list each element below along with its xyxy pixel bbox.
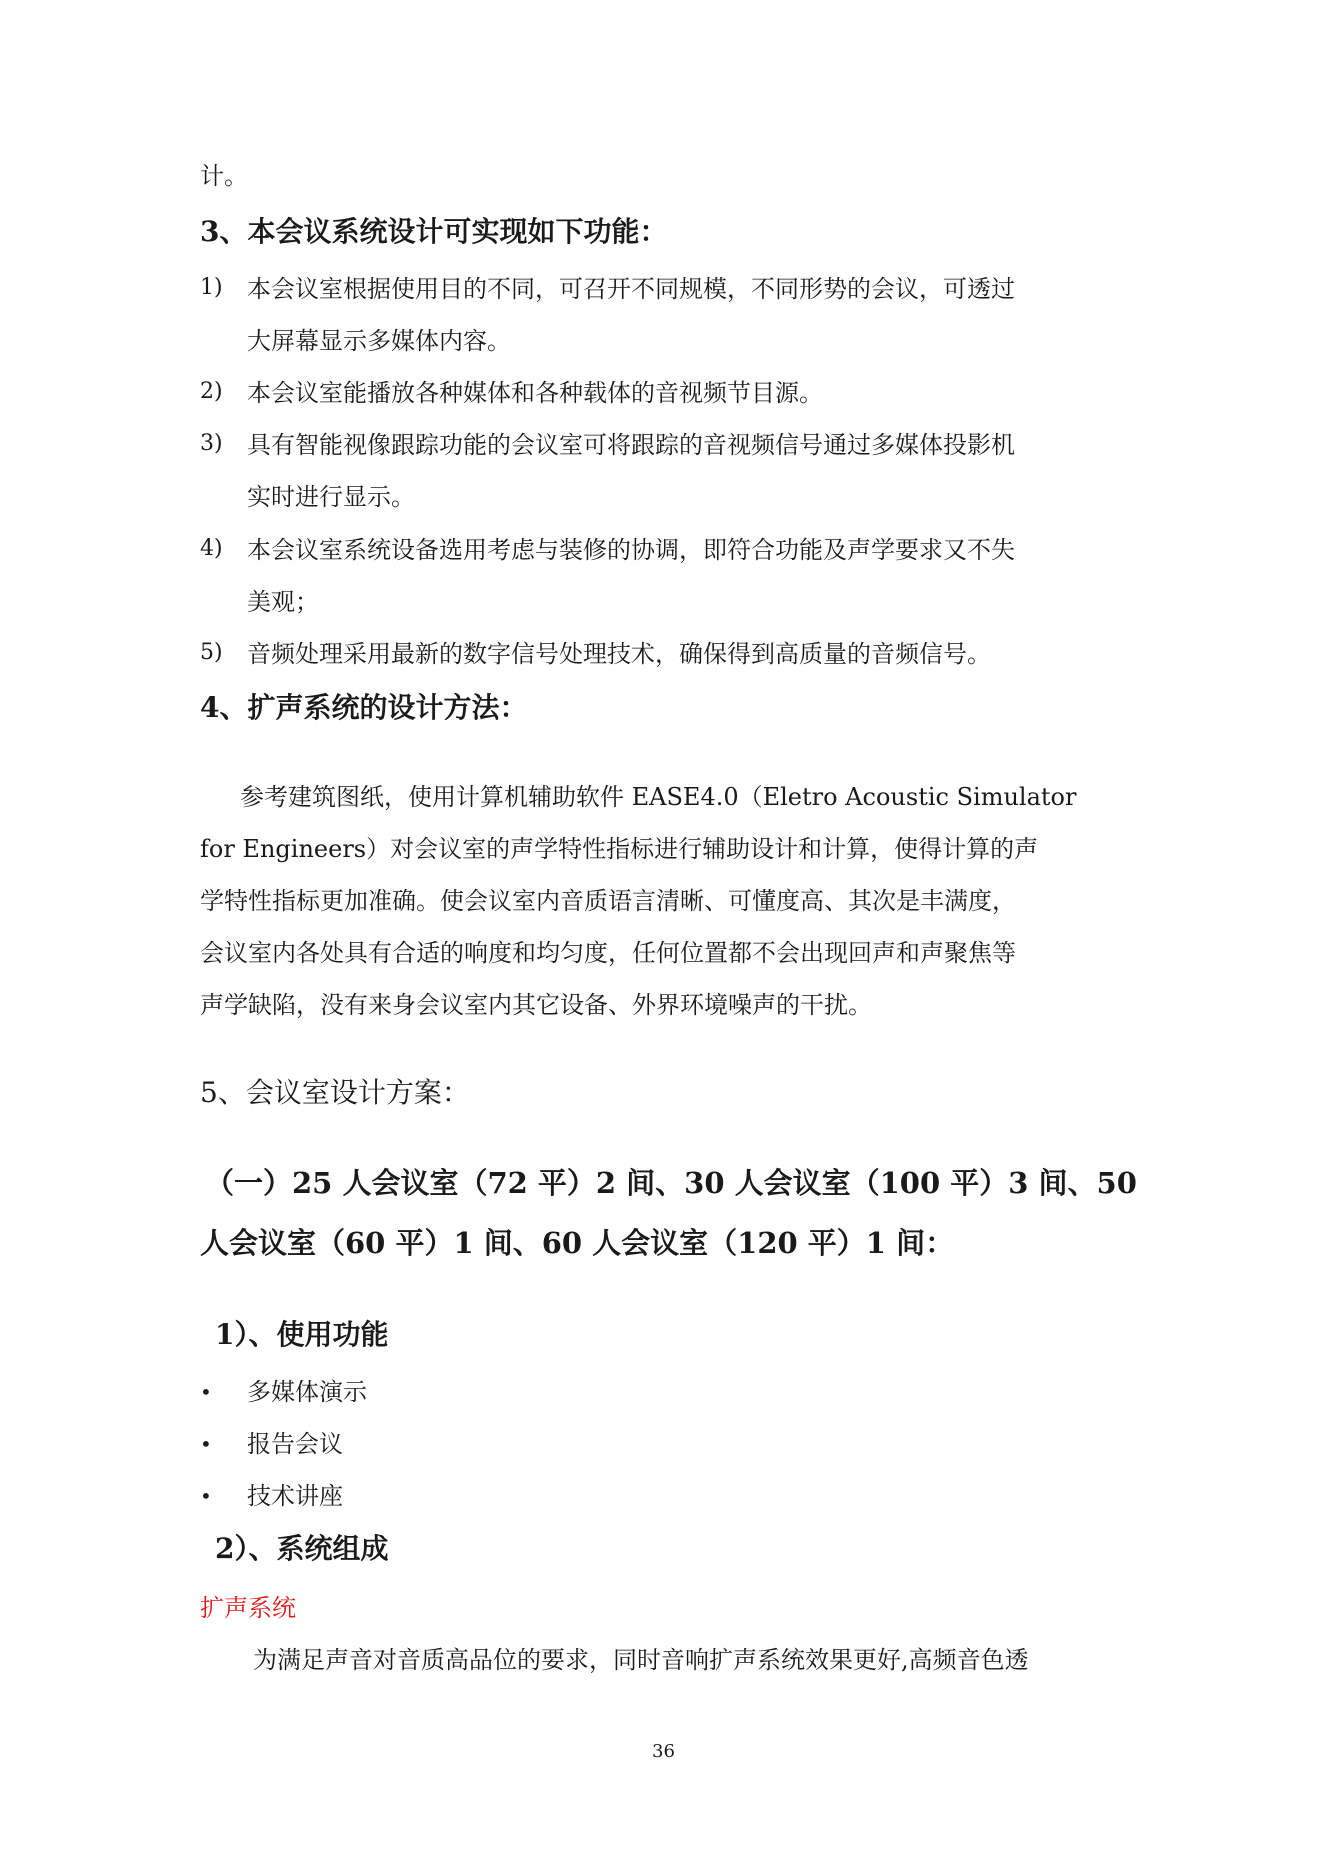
paragraph-line: 声学缺陷，没有来身会议室内其它设备、外界环境噪声的干扰。 xyxy=(200,991,872,1019)
list-item-number: 1) xyxy=(200,275,223,300)
list-item-text: 本会议室根据使用目的不同，可召开不同规模，不同形势的会议，可透过 xyxy=(247,275,1015,303)
paragraph-line: 为满足声音对音质高品位的要求，同时音响扩声系统效果更好,高频音色透 xyxy=(253,1646,1029,1674)
paragraph-line: 学特性指标更加准确。使会议室内音质语言清晰、可懂度高、其次是丰满度， xyxy=(200,887,1016,915)
paragraph-line: 会议室内各处具有合适的响度和均匀度，任何位置都不会出现回声和声聚焦等 xyxy=(200,939,1016,967)
use-functions-heading: 1）、使用功能 xyxy=(215,1318,389,1351)
list-item-text: 实时进行显示。 xyxy=(247,483,415,511)
list-item-text: 美观； xyxy=(247,588,319,616)
list-item-number: 5) xyxy=(200,640,223,665)
meeting-room-spec-line: （一）25 人会议室（72 平）2 间、30 人会议室（100 平）3 间、50 xyxy=(205,1166,1137,1200)
bullet-icon: • xyxy=(200,1380,212,1404)
section-3-heading: 3、本会议系统设计可实现如下功能： xyxy=(200,215,668,248)
page-number: 36 xyxy=(652,1741,675,1762)
paragraph-line: for Engineers）对会议室的声学特性指标进行辅助设计和计算，使得计算的声 xyxy=(200,835,1039,863)
list-item-text: 多媒体演示 xyxy=(247,1378,367,1406)
sound-system-label: 扩声系统 xyxy=(200,1594,296,1622)
list-item-number: 3) xyxy=(200,431,223,456)
section-4-heading: 4、扩声系统的设计方法： xyxy=(200,691,528,724)
list-item-text: 具有智能视像跟踪功能的会议室可将跟踪的音视频信号通过多媒体投影机 xyxy=(247,431,1015,459)
list-item-number: 2) xyxy=(200,379,223,404)
list-item-number: 4) xyxy=(200,536,223,561)
section-5-heading: 5、会议室设计方案： xyxy=(200,1076,470,1109)
system-composition-heading: 2）、系统组成 xyxy=(215,1532,389,1565)
list-item-text: 本会议室系统设备选用考虑与装修的协调，即符合功能及声学要求又不失 xyxy=(247,536,1015,564)
list-item-text: 报告会议 xyxy=(247,1430,343,1458)
bullet-icon: • xyxy=(200,1432,212,1456)
list-item-text: 音频处理采用最新的数字信号处理技术，确保得到高质量的音频信号。 xyxy=(247,640,991,668)
meeting-room-spec-line: 人会议室（60 平）1 间、60 人会议室（120 平）1 间： xyxy=(200,1226,955,1260)
list-item-text: 技术讲座 xyxy=(247,1482,343,1510)
list-item-text: 大屏幕显示多媒体内容。 xyxy=(247,327,511,355)
bullet-icon: • xyxy=(200,1484,212,1508)
list-item-text: 本会议室能播放各种媒体和各种载体的音视频节目源。 xyxy=(247,379,823,407)
paragraph-line: 参考建筑图纸，使用计算机辅助软件 EASE4.0（Eletro Acoustic Simulator xyxy=(240,783,1077,811)
continued-text-fragment: 计。 xyxy=(200,162,248,190)
